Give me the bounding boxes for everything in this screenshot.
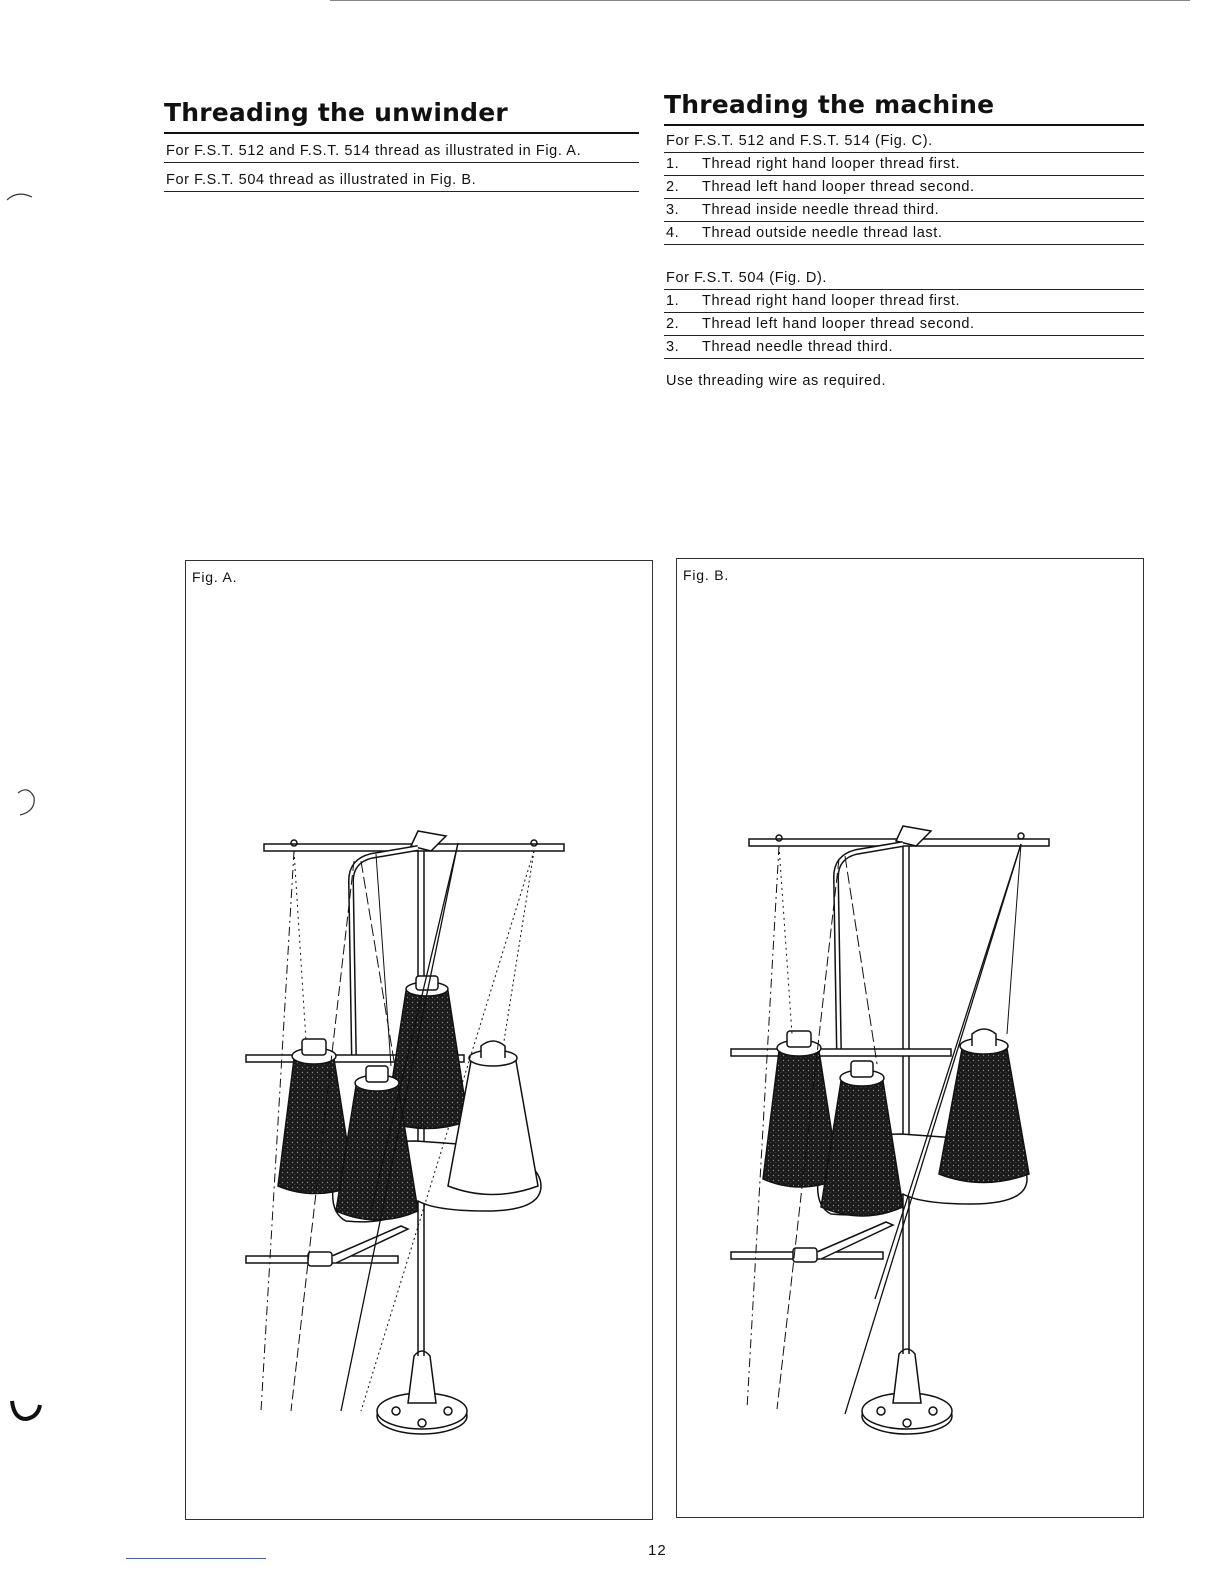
binder-clip-icon [6, 1395, 46, 1425]
step-text: Thread outside needle thread last. [702, 225, 943, 241]
step-text: Thread inside needle thread third. [702, 202, 940, 218]
step-text: Thread left hand looper thread second. [702, 316, 975, 332]
step-text: Thread right hand looper thread first. [702, 156, 961, 172]
step-number: 4. [666, 225, 680, 241]
step-number: 1. [666, 156, 680, 172]
machine-section [664, 88, 1144, 389]
group2-step [664, 336, 1144, 359]
group1-heading: For F.S.T. 512 and F.S.T. 514 (Fig. C). [664, 130, 1144, 153]
group1-step [664, 153, 1144, 176]
step-number: 3. [666, 202, 680, 218]
binder-hole-icon [14, 785, 44, 825]
figure-a [185, 560, 653, 1520]
unwinder-instruction-1: For F.S.T. 512 and F.S.T. 514 thread as illustrated in Fig. A. [164, 140, 639, 163]
step-text: Thread right hand looper thread first. [702, 293, 961, 309]
unwinder-illustration-a [186, 561, 652, 1519]
footer-rule [126, 1558, 266, 1559]
group2-step [664, 290, 1144, 313]
step-number: 2. [666, 179, 680, 195]
figure-b [676, 558, 1144, 1518]
unwinder-illustration-b [677, 559, 1143, 1517]
unwinder-section [164, 96, 639, 192]
group1-step [664, 222, 1144, 245]
group1-step [664, 199, 1144, 222]
step-number: 2. [666, 316, 680, 332]
unwinder-title: Threading the unwinder [164, 96, 639, 134]
group2-heading: For F.S.T. 504 (Fig. D). [664, 267, 1144, 290]
unwinder-instruction-2: For F.S.T. 504 thread as illustrated in Fig. B. [164, 169, 639, 192]
page-number: 12 [648, 1542, 667, 1559]
step-text: Thread left hand looper thread second. [702, 179, 975, 195]
step-number: 3. [666, 339, 680, 355]
figure-b-label: Fig. B. [683, 567, 730, 583]
top-rule [330, 0, 1190, 1]
scan-mark-icon [2, 185, 42, 215]
step-text: Thread needle thread third. [702, 339, 894, 355]
machine-title: Threading the machine [664, 88, 1144, 126]
group1-step [664, 176, 1144, 199]
figure-a-label: Fig. A. [192, 569, 238, 585]
step-number: 1. [666, 293, 680, 309]
threading-note: Use threading wire as required. [666, 373, 887, 389]
group2-step [664, 313, 1144, 336]
